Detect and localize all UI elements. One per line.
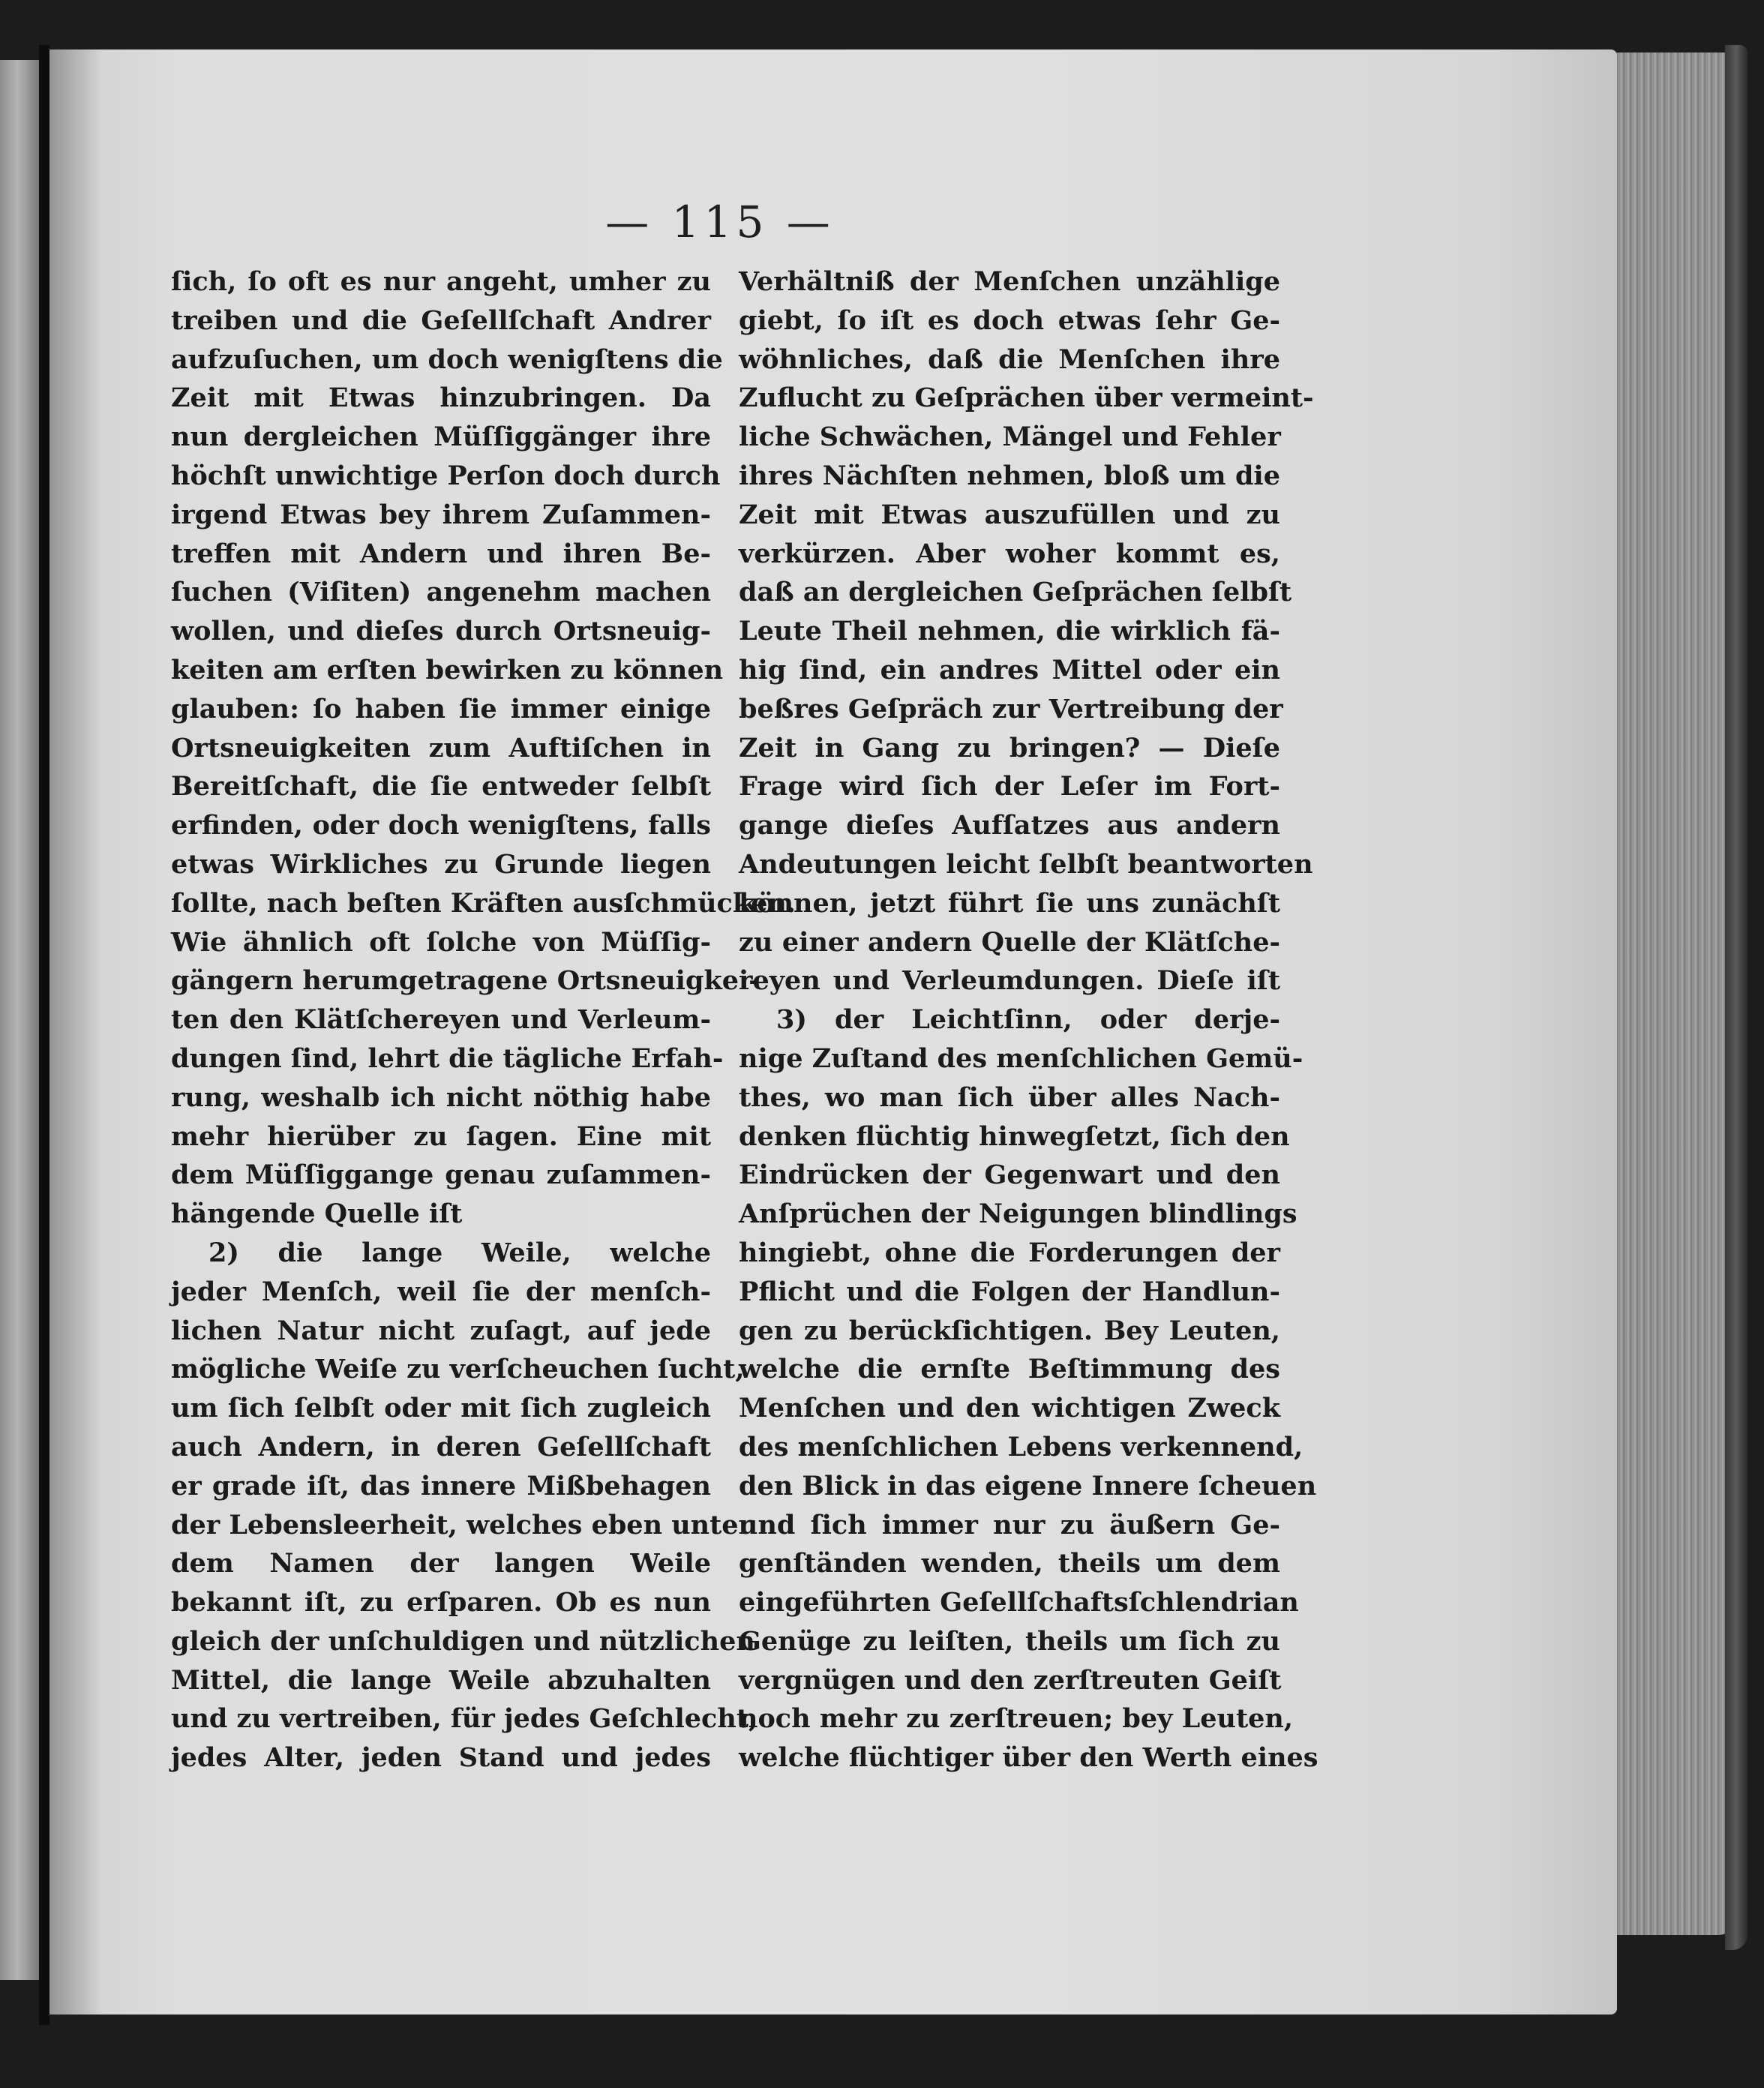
text-line: um ſich ſelbſt oder mit ſich zugleich xyxy=(171,1393,711,1424)
book-spine-gap xyxy=(39,45,50,2025)
left-text-column xyxy=(171,262,796,1778)
text-line: Ortsneuigkeiten zum Auftiſchen in xyxy=(171,732,711,764)
gutter-shadow xyxy=(50,50,102,2014)
text-line: und zu vertreiben, für jedes Geſchlecht, xyxy=(171,1703,758,1735)
text-line: glauben: ſo haben ſie immer einige xyxy=(171,693,711,724)
text-line: giebt, ſo iſt es doch etwas ſehr Ge- xyxy=(739,304,1280,336)
text-line: jedes Alter, jeden Stand und jedes xyxy=(171,1742,711,1774)
text-line: irgend Etwas bey ihrem Zuſammen- xyxy=(171,499,711,530)
text-line: vergnügen und den zerſtreuten Geiſt xyxy=(739,1664,1282,1696)
page-number: — 115 — xyxy=(605,196,835,248)
text-line: lichen Natur nicht zuſagt, auf jede xyxy=(171,1315,711,1346)
text-line: des menſchlichen Lebens verkennend, xyxy=(739,1431,1304,1462)
text-line: dungen ſind, lehrt die tägliche Erfah- xyxy=(171,1042,724,1074)
text-line: Andeutungen leicht ſelbſt beantworten xyxy=(739,848,1313,880)
text-line: den Blick in das eigene Innere ſcheuen xyxy=(739,1470,1317,1502)
text-line: auch Andern, in deren Geſellſchaft xyxy=(171,1431,711,1462)
text-line: ſollte, nach beſten Kräften ausſchmücken. xyxy=(171,887,796,919)
text-line: Anſprüchen der Neigungen blindlings xyxy=(739,1198,1298,1230)
text-line: reyen und Verleumdungen. Dieſe iſt xyxy=(739,965,1280,997)
text-line: und ſich immer nur zu äußern Ge- xyxy=(739,1509,1280,1540)
text-line: mehr hierüber zu ſagen. Eine mit xyxy=(171,1120,711,1152)
text-line: nun dergleichen Müſſiggänger ihre xyxy=(171,422,711,453)
text-line: hängende Quelle iſt xyxy=(171,1198,463,1230)
text-line: dem Müſſiggange genau zuſammen- xyxy=(171,1160,711,1191)
text-line: Mittel, die lange Weile abzuhalten xyxy=(171,1664,711,1696)
text-line: Leute Theil nehmen, die wirklich fä- xyxy=(739,616,1280,647)
text-line: dem Namen der langen Weile xyxy=(171,1548,711,1580)
text-line: 3) der Leichtſinn, oder derje- xyxy=(776,1004,1280,1036)
text-line: treffen mit Andern und ihren Be- xyxy=(171,538,711,569)
text-line: gleich der unſchuldigen und nützlichen xyxy=(171,1625,755,1657)
text-line: hig ſind, ein andres Mittel oder ein xyxy=(739,654,1280,686)
text-line: jeder Menſch, weil ſie der menſch- xyxy=(171,1276,711,1307)
text-line: ihres Nächſten nehmen, bloß um die xyxy=(739,460,1280,491)
text-line: beßres Geſpräch zur Vertreibung der xyxy=(739,693,1283,724)
text-line: höchſt unwichtige Perſon doch durch xyxy=(171,460,721,491)
text-line: Zeit mit Etwas hinzubringen. Da xyxy=(171,382,711,414)
text-line: ſuchen (Viſiten) angenehm machen xyxy=(171,577,711,608)
text-line: daß an dergleichen Geſprächen ſelbſt xyxy=(739,577,1292,608)
book-cover-edge xyxy=(1725,45,1748,1950)
text-line: ſich, ſo oft es nur angeht, umher zu xyxy=(171,266,711,297)
text-line: Bereitſchaft, die ſie entweder ſelbſt xyxy=(171,771,711,802)
text-line: keiten am erſten bewirken zu können xyxy=(171,654,724,686)
text-line: Eindrücken der Gegenwart und den xyxy=(739,1160,1280,1191)
text-line: mögliche Weiſe zu verſcheuchen ſucht, xyxy=(171,1354,745,1385)
text-line: er grade iſt, das innere Mißbehagen xyxy=(171,1470,711,1502)
book-left-page-edge xyxy=(0,60,39,1980)
text-line: Zeit in Gang zu bringen? — Dieſe xyxy=(739,732,1280,764)
text-line: Verhältniß der Menſchen unzählige xyxy=(739,266,1280,297)
text-line: wollen, und dieſes durch Ortsneuig- xyxy=(171,616,711,647)
text-line: welche die ernſte Beſtimmung des xyxy=(739,1354,1280,1385)
text-line: eingeführten Geſellſchaftsſchlendrian xyxy=(739,1587,1299,1618)
text-line: Wie ähnlich oft ſolche von Müſſig- xyxy=(171,926,711,958)
text-line: wöhnliches, daß die Menſchen ihre xyxy=(739,344,1280,375)
text-line: etwas Wirkliches zu Grunde liegen xyxy=(171,848,711,880)
text-line: Frage wird ſich der Leſer im Fort- xyxy=(739,771,1280,802)
text-line: gange dieſes Aufſatzes aus andern xyxy=(739,810,1280,842)
text-line: rung, weshalb ich nicht nöthig habe xyxy=(171,1082,711,1113)
text-line: treiben und die Geſellſchaft Andrer xyxy=(171,304,711,336)
text-line: nige Zuſtand des menſchlichen Gemü- xyxy=(739,1042,1304,1074)
text-line: Menſchen und den wichtigen Zweck xyxy=(739,1393,1280,1424)
text-line: liche Schwächen, Mängel und Fehler xyxy=(739,422,1281,453)
text-line: gen zu berückſichtigen. Bey Leuten, xyxy=(739,1315,1280,1346)
text-line: Zeit mit Etwas auszufüllen und zu xyxy=(739,499,1280,530)
text-line: können, jetzt führt ſie uns zunächſt xyxy=(739,887,1280,919)
text-line: Pflicht und die Folgen der Handlun- xyxy=(739,1276,1280,1307)
text-line: ten den Klätſchereyen und Verleum- xyxy=(171,1004,711,1036)
text-line: noch mehr zu zerſtreuen; bey Leuten, xyxy=(739,1703,1294,1735)
text-line: Genüge zu leiſten, theils um ſich zu xyxy=(739,1625,1280,1657)
text-line: zu einer andern Quelle der Klätſche- xyxy=(739,926,1280,958)
text-line: thes, wo man ſich über alles Nach- xyxy=(739,1082,1280,1113)
text-line: erfinden, oder doch wenigſtens, falls xyxy=(171,810,711,842)
text-line: Zuflucht zu Geſprächen über vermeint- xyxy=(739,382,1314,414)
text-line: 2) die lange Weile, welche xyxy=(208,1237,711,1268)
text-line: gängern herumgetragene Ortsneuigkei- xyxy=(171,965,760,997)
text-line: aufzuſuchen, um doch wenigſtens die xyxy=(171,344,723,375)
text-line: genſtänden wenden, theils um dem xyxy=(739,1548,1280,1580)
right-text-column xyxy=(739,262,1318,1778)
text-line: bekannt iſt, zu erſparen. Ob es nun xyxy=(171,1587,711,1618)
text-line: verkürzen. Aber woher kommt es, xyxy=(739,538,1280,569)
text-line: welche flüchtiger über den Werth eines xyxy=(739,1742,1318,1774)
text-line: denken flüchtig hinwegſetzt, ſich den xyxy=(739,1120,1290,1152)
text-line: der Lebensleerheit, welches eben unter xyxy=(171,1509,752,1540)
text-line: hingiebt, ohne die Forderungen der xyxy=(739,1237,1280,1268)
